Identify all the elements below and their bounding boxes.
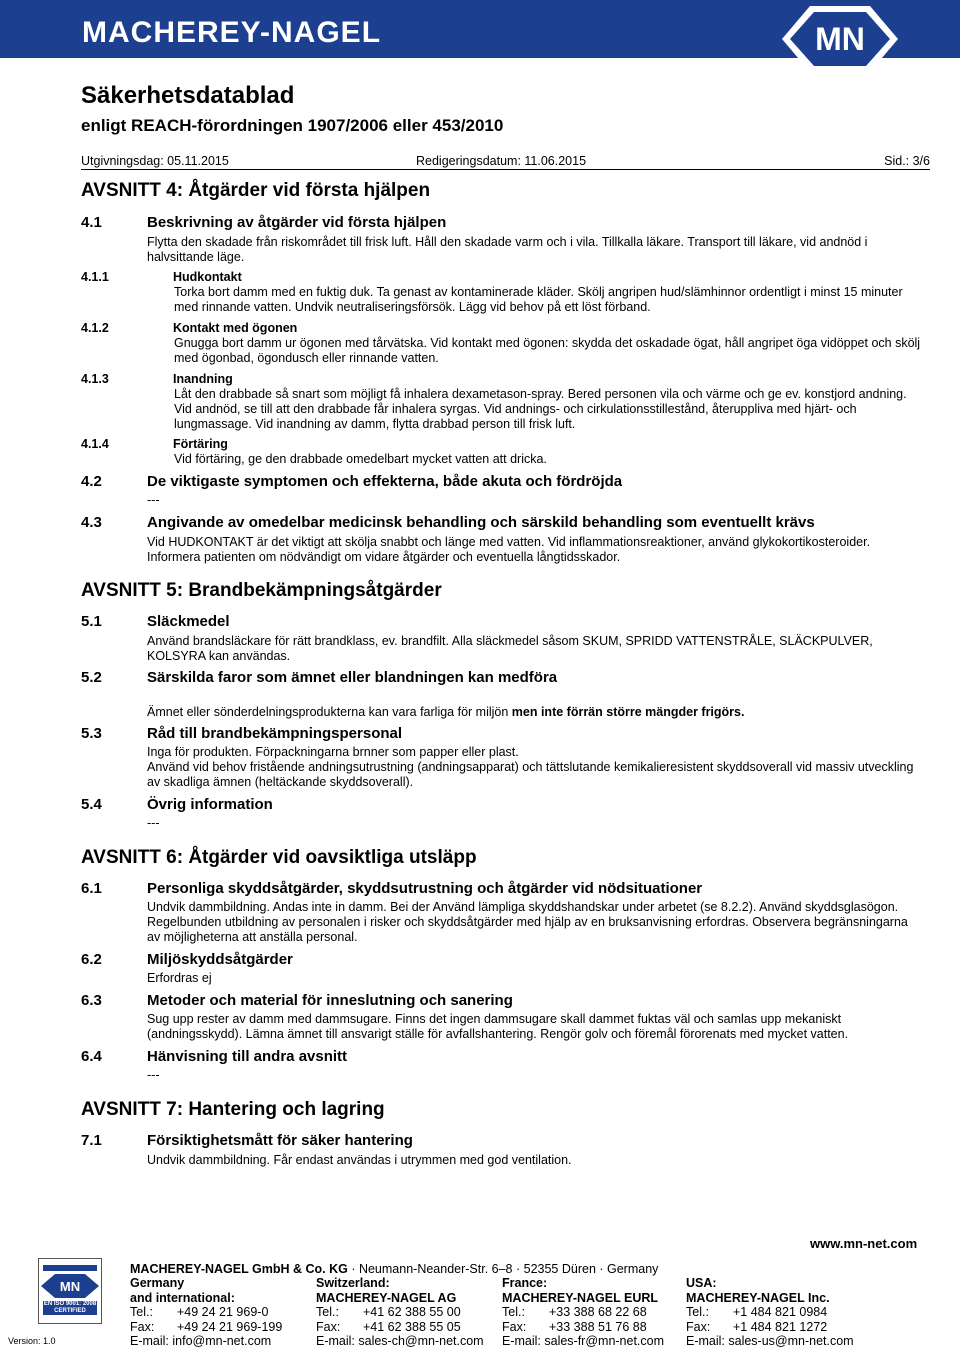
page-number: Sid.: 3/6: [884, 154, 930, 168]
mn-small-logo-icon: [39, 1273, 101, 1299]
footer-col-france: France: MACHEREY-NAGEL EURL Tel.: +33 388 68 22 68 Fax: +33 388 51 76 88 E-mail: sales-fr@mn-net.com: [502, 1276, 665, 1348]
section-6-title: AVSNITT 6: Åtgärder vid oavsiktliga utsläpp: [81, 847, 477, 868]
cert-line-1: EN ISO 9001: 2008: [43, 1301, 97, 1307]
heading-6-4: 6.4 Hänvisning till andra avsnitt: [81, 1048, 348, 1065]
header-bar: [0, 0, 960, 58]
text-5-4: ---: [147, 816, 160, 830]
footer-col-germany: Germany and international: Tel.: +49 24 21 969-0 Fax: +49 24 21 969-199 E-mail: info@mn-net.com: [130, 1276, 283, 1348]
company-line: MACHEREY-NAGEL GmbH & Co. KG · Neumann-Neander-Str. 6–8 · 52355 Düren · Germany: [130, 1262, 659, 1276]
footer-col-switzerland: Switzerland: MACHEREY-NAGEL AG Tel.: +41 62 388 55 00 Fax: +41 62 388 55 05 E-mail: sales-ch@mn-net.com: [316, 1276, 484, 1348]
text-4-1-1: Torka bort damm med en fuktig duk. Ta genast av kontaminerade kläder. Skölj angripen hud/slämhinnor ordentligt i minst 15 minuter med rinnande vatten. Undvik neutraliseringsförsök. Lägg vid behov på ett löst förband.: [174, 285, 903, 314]
heading-4-1-4: 4.1.4 Förtäring: [81, 437, 228, 451]
heading-4-1-3: 4.1.3 Inandning: [81, 372, 233, 386]
heading-4-3: 4.3 Angivande av omedelbar medicinsk behandling och särskild behandling som eventuellt krävs: [81, 514, 815, 531]
text-4-1-4: Vid förtäring, ge den drabbade omedelbart mycket vatten att dricka.: [174, 452, 547, 466]
svg-text:MN: MN: [59, 1279, 81, 1294]
text-7-1: Undvik dammbildning. Får endast användas i utrymmen med god ventilation.: [147, 1153, 572, 1167]
text-4-2: ---: [147, 493, 160, 507]
section-7-title: AVSNITT 7: Hantering och lagring: [81, 1099, 385, 1120]
revision-date: Redigeringsdatum: 11.06.2015: [416, 154, 587, 168]
text-5-1: Använd brandsläckare för rätt brandklass, ev. brandfilt. Alla släckmedel såsom SKUM, SPRIDD VATTENSTRÅLE, SLÄCKPULVER, KOLSYRA kan användas.: [147, 634, 873, 663]
heading-5-2: 5.2 Särskilda faror som ämnet eller blandningen kan medföra: [81, 669, 558, 686]
email-france[interactable]: E-mail: sales-fr@mn-net.com: [502, 1334, 665, 1348]
mn-logo-icon: [780, 4, 900, 74]
heading-7-1: 7.1 Försiktighetsmått för säker hantering: [81, 1132, 413, 1149]
heading-5-1: 5.1 Släckmedel: [81, 613, 230, 630]
document-title: Säkerhetsdatablad: [81, 82, 295, 109]
text-5-2: Ämnet eller sönderdelningsprodukterna kan vara farliga för miljön men inte förrän större mängder frigörs.: [147, 705, 745, 719]
text-4-1-3: Låt den drabbade så snart som möjligt få inhalera dexametason-spray. Bered personen vila och värme och ge ev. konstjord andning. Vid andnöd, se till att den drabbade får inhalera syrgas. Vid andnings- och cirkulationsstillestånd, återuppliva med hjärt- och lungmassage. Vid inandning av damm, flytta drabbad person till frisk luft.: [174, 387, 907, 431]
text-4-3: Vid HUDKONTAKT är det viktigt att skölja snabbt och länge med vatten. Vid inflammationsreaktioner, använd glykokortikosteroider. Informera patienten om nödvändigt om vidare åtgärder och eventuella långtidsskador.: [147, 535, 871, 564]
text-4-1: Flytta den skadade från riskområdet till frisk luft. Håll den skadade varm och i vila. Tillkalla läkare. Transport till läkare, vid andnöd i halvsittande läge.: [147, 235, 868, 264]
heading-4-1-1: 4.1.1 Hudkontakt: [81, 270, 242, 284]
heading-6-3: 6.3 Metoder och material för inneslutning och sanering: [81, 992, 513, 1009]
text-6-2: Erfordras ej: [147, 971, 212, 985]
heading-5-4: 5.4 Övrig information: [81, 796, 273, 813]
footer-col-usa: USA: MACHEREY-NAGEL Inc. Tel.: +1 484 821 0984 Fax: +1 484 821 1272 E-mail: sales-us@mn-net.com: [686, 1276, 854, 1348]
cert-line-2: CERTIFIED: [54, 1308, 86, 1314]
text-5-3-b: Använd vid behov fristående andningsutrustning (andningsapparat) och tättslutande kemikalieresistent skyddsoverall vid massiv utveckling av skadliga ämnen (heltäckande skyddsoverall).: [147, 760, 914, 789]
text-6-1: Undvik dammbildning. Andas inte in damm. Bei der Använd lämpliga skyddshandskar under arbetet (se 8.2.2). Använd skyddsglasögon. Regelbunden utbildning av personalen i risker och skyddsåtgärder med hjälp av en bruksanvisning erfordras. Observera begränsningarna av möjligheterna att anställa personal.: [147, 900, 908, 944]
heading-4-1: 4.1 Beskrivning av åtgärder vid första hjälpen: [81, 214, 447, 231]
certification-logo: [38, 1258, 102, 1324]
email-germany[interactable]: E-mail: info@mn-net.com: [130, 1334, 272, 1348]
heading-4-1-2: 4.1.2 Kontakt med ögonen: [81, 321, 298, 335]
date-line: [81, 154, 930, 170]
svg-text:MN: MN: [815, 21, 865, 57]
text-6-3: Sug upp rester av damm med dammsugare. Finns det ingen dammsugare skall dammet fuktas väl och samlas upp mekaniskt (andningsskydd). Lämna ämnet till ansvarigt ställe för avfallshantering. Rengör golv och föremål förorenats med mycket vatten.: [147, 1012, 849, 1041]
heading-6-2: 6.2 Miljöskyddsåtgärder: [81, 951, 293, 968]
text-6-4: ---: [147, 1068, 160, 1082]
brand-name: MACHEREY-NAGEL: [82, 16, 382, 49]
version-label: Version: 1.0: [8, 1336, 56, 1346]
email-usa[interactable]: E-mail: sales-us@mn-net.com: [686, 1334, 854, 1348]
email-switzerland[interactable]: E-mail: sales-ch@mn-net.com: [316, 1334, 484, 1348]
heading-4-2: 4.2 De viktigaste symptomen och effekterna, både akuta och fördröjda: [81, 473, 623, 490]
heading-5-3: 5.3 Råd till brandbekämpningspersonal: [81, 725, 403, 742]
text-4-1-2: Gnugga bort damm ur ögonen med tårvätska. Vid kontakt med ögonen: skydda det oskadade ögat, håll angripet öga vidöppet och skölj med ögonbad, ögondusch eller rinnande vatten.: [174, 336, 921, 365]
heading-6-1: 6.1 Personliga skyddsåtgärder, skyddsutrustning och åtgärder vid nödsituationer: [81, 880, 703, 897]
issue-date: Utgivningsdag: 05.11.2015: [81, 154, 229, 168]
section-5-title: AVSNITT 5: Brandbekämpningsåtgärder: [81, 580, 442, 601]
website-link[interactable]: www.mn-net.com: [810, 1236, 918, 1251]
section-4-title: AVSNITT 4: Åtgärder vid första hjälpen: [81, 180, 431, 201]
document-subtitle: enligt REACH-förordningen 1907/2006 eller 453/2010: [81, 116, 504, 135]
text-5-3-a: Inga för produkten. Förpackningarna brnner som papper eller plast.: [147, 745, 519, 759]
